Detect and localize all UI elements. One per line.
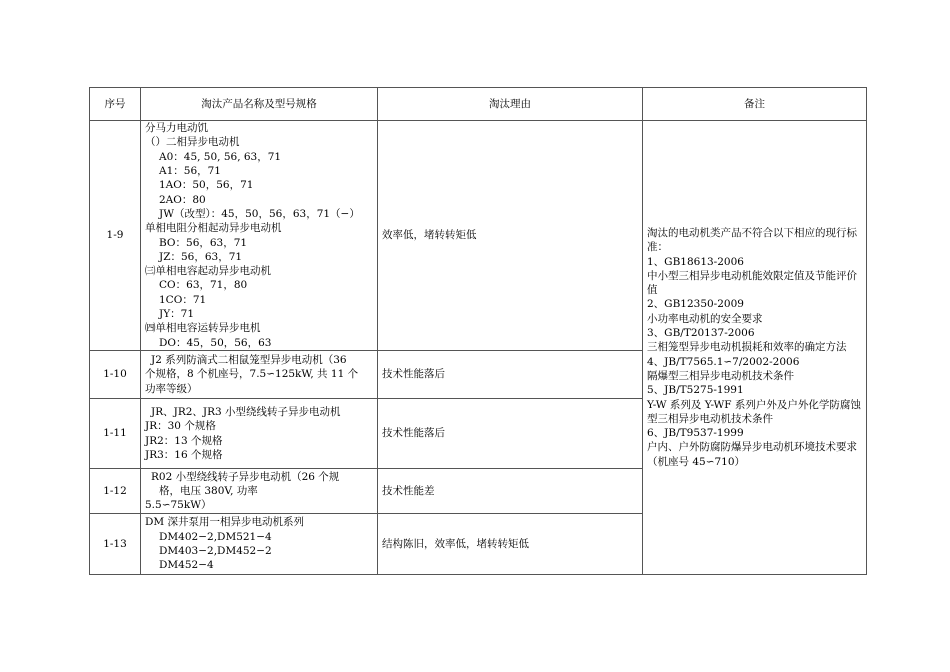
table-row [90,121,867,351]
product-line: DM452−4 [159,559,214,572]
note-line: 中小型三相异步电动机能效限定值及节能评价值 [647,269,857,297]
product-line: 2AO：80 [159,193,206,206]
note-line: 隔爆型三相异步电动机技术条件 [647,369,794,382]
product-line: JW（改型）：45，50，56，63，71（−） [159,207,360,220]
product-line: DO：45，50，56，63 [159,336,272,349]
reason-cell: 技术性能落后 [378,351,643,399]
reason-cell: 技术性能落后 [378,399,643,469]
reason-cell: 结构陈旧，效率低，堵转转矩低 [378,514,643,575]
row-seq: 1-11 [90,399,141,469]
product-line: JR、JR2、JR3 小型绕线转子异步电动机 [151,405,341,418]
product-line: DM403−2,DM452−2 [159,545,272,557]
product-line: 1AO：50，56，71 [159,179,254,192]
product-line: JR3：16 个规格 [145,448,223,461]
product-line: 5.5∽75kW） [145,499,212,512]
note-line: 1、GB18613-2006 [647,255,744,268]
header-row [90,88,867,121]
product-line: 分马力电动饥 [145,122,208,135]
product-line: A1：56，71 [159,165,221,178]
product-line: 格，电压 380V, 功率 [159,484,258,497]
product-line: ㈣单相电容运转异步电机 [145,322,261,335]
product-cell [141,399,378,469]
header-reason: 淘汰理由 [378,88,643,121]
product-line: 个规格，8 个机座号，7.5∽125kW, 共 11 个 [145,368,359,381]
row-seq: 1-12 [90,469,141,514]
note-line: 淘汰的电动机类产品不符合以下相应的现行标准： [647,226,857,254]
product-cell [141,351,378,399]
product-line: 单相电阻分相起动异步电动机 [145,222,282,235]
row-seq: 1-13 [90,514,141,575]
product-cell [141,514,378,575]
product-line: JR：30 个规格 [145,420,216,433]
note-line: 5、JB/T5275-1991 [647,384,744,397]
header-name: 淘汰产品名称及型号规格 [141,88,378,121]
product-line: CO：63，71，80 [159,279,248,292]
product-line: BO：56，63，71 [159,236,248,249]
product-line: J2 系列防滴式二相鼠笼型异步电动机（36 [151,354,347,367]
notes-cell [643,121,867,575]
note-line: 户内、户外防腐防爆异步电动机环境技术要求（机座号 45∽710） [647,441,857,468]
row-seq: 1-9 [90,121,141,351]
note-line: 4、JB/T7565.1∽7/2002-2006 [647,355,800,368]
header-seq: 序号 [90,88,141,121]
product-line: R02 小型绕线转子异步电动机（26 个规 [151,470,340,483]
elimination-table [89,87,867,575]
note-line: 小功率电动机的安全要求 [647,312,763,325]
header-note: 备注 [643,88,867,121]
note-line: 6、JB/T9537-1999 [647,427,744,440]
reason-cell: 技术性能差 [378,469,643,514]
note-line: 三相笼型异步电动机损耗和效率的确定方法 [647,341,847,354]
product-cell [141,469,378,514]
product-line: A0：45, 50, 56, 63，71 [159,150,282,163]
product-line: JR2：13 个规格 [145,434,223,447]
reason-cell: 效率低，堵转转矩低 [378,121,643,351]
product-line: JZ：56，63，71 [159,250,243,263]
note-line: Y-W 系列及 Y-WF 系列户外及户外化学防腐蚀型三相异步电动机技术条件 [647,398,861,425]
product-cell [141,121,378,351]
note-line: 3、GB/T20137-2006 [647,327,755,340]
product-line: DM402−2,DM521−4 [159,530,272,543]
product-line: （）二相异步电动机 [145,136,240,149]
product-line: JY：71 [159,307,195,320]
product-line: 功率等级） [145,382,198,395]
row-seq: 1-10 [90,351,141,399]
product-line: 1CO：71 [159,293,207,306]
product-line: DM 深井泵用一相异步电动机系列 [145,516,305,529]
product-line: ㈢单相电容起动异步电动机 [145,265,271,278]
note-line: 2、GB12350-2009 [647,298,744,311]
